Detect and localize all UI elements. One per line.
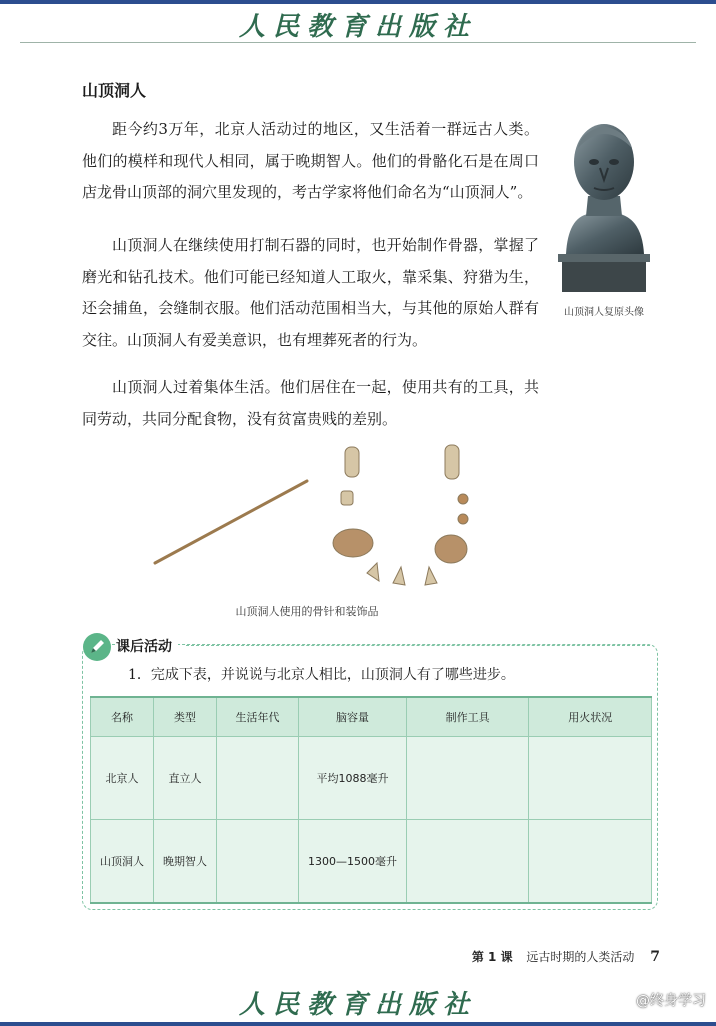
table-cell: 山顶洞人 — [91, 820, 154, 904]
activity-question: 1．完成下表，并说说与北京人相比，山顶洞人有了哪些进步。 — [128, 667, 515, 683]
pencil-icon — [82, 632, 112, 662]
table-cell — [529, 820, 652, 904]
page-number: 7 — [650, 949, 660, 965]
activity-title: 课后活动 — [116, 636, 178, 656]
paragraph-2: 山顶洞人在继续使用打制石器的同时，也开始制作骨器，掌握了磨光和钻孔技术。他们可能已经知道人工取火，靠采集、狩猎为生，还会捕鱼，会缝制衣服。他们活动范围相当大，与其他的原始人群有交往。山顶洞人有爱美意识，也有埋葬死者的行为。 — [82, 236, 539, 349]
table-cell — [216, 737, 298, 820]
bust-caption: 山顶洞人复原头像 — [564, 307, 644, 318]
paragraph-1: 距今约3万年，北京人活动过的地区，又生活着一群远古人类。他们的模样和现代人相同，属于晚期智人。他们的骨骼化石是在周口店龙骨山顶部的洞穴里发现的，考古学家将他们命名为“山顶洞人”。 — [82, 120, 539, 201]
table-header: 名称 — [91, 697, 154, 737]
table-cell: 晚期智人 — [153, 820, 216, 904]
top-frame-bar — [0, 0, 716, 4]
table-row — [91, 820, 652, 904]
table-row — [91, 737, 652, 820]
activity-divider — [186, 645, 650, 646]
bust-image — [548, 118, 660, 294]
table-cell — [406, 737, 529, 820]
header-rule — [20, 42, 696, 43]
table-cell: 平均1088毫升 — [299, 737, 407, 820]
table-cell: 1300—1500毫升 — [299, 820, 407, 904]
paragraph-3: 山顶洞人过着集体生活。他们居住在一起，使用共有的工具，共同劳动，共同分配食物，没有贫富贵贱的差别。 — [82, 378, 539, 428]
table-cell — [529, 737, 652, 820]
table-header: 类型 — [153, 697, 216, 737]
artifacts-caption: 山顶洞人使用的骨针和装饰品 — [235, 605, 379, 618]
table-header: 用火状况 — [529, 697, 652, 737]
comparison-table — [90, 696, 652, 904]
table-cell — [216, 820, 298, 904]
section-title: 山顶洞人 — [82, 81, 147, 100]
table-cell: 北京人 — [91, 737, 154, 820]
page-footer — [472, 948, 660, 965]
table-cell: 直立人 — [153, 737, 216, 820]
publisher-footer: 人民教育出版社 — [238, 990, 477, 1020]
footer-lesson: 第 1 课 — [471, 950, 513, 964]
bottom-frame-bar — [0, 1022, 716, 1026]
table-header: 脑容量 — [299, 697, 407, 737]
publisher-header: 人民教育出版社 — [238, 12, 477, 42]
bone-needle-and-ornaments-image — [145, 435, 475, 605]
table-header: 制作工具 — [406, 697, 529, 737]
table-header-row — [91, 697, 652, 737]
footer-title: 远古时期的人类活动 — [526, 950, 635, 964]
table-header: 生活年代 — [216, 697, 298, 737]
table-cell — [406, 820, 529, 904]
watermark: @终身学习 — [636, 993, 706, 1009]
